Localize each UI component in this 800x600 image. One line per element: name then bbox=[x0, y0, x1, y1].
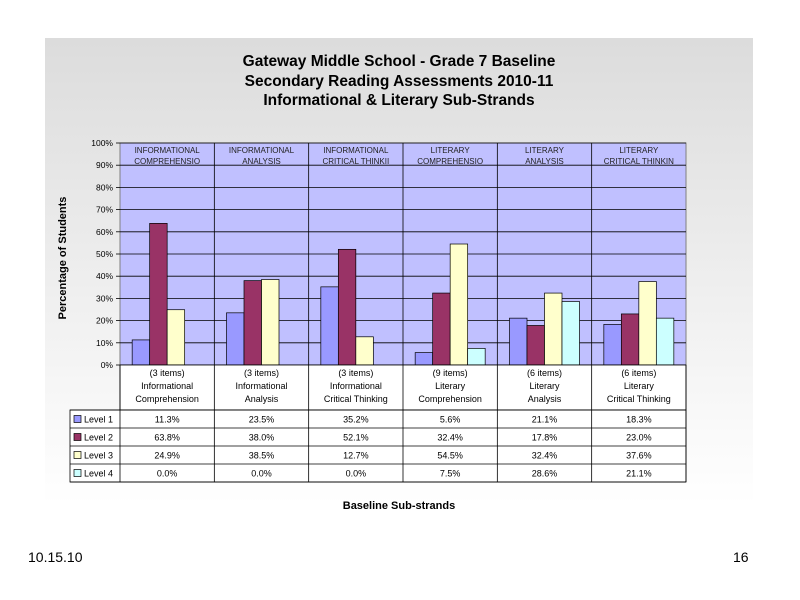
x-category-label: (3 items) bbox=[243, 368, 280, 378]
bar bbox=[510, 318, 528, 365]
bar bbox=[656, 318, 674, 365]
legend-key bbox=[74, 470, 81, 477]
bar bbox=[562, 302, 580, 365]
x-category-label: Critical Thinking bbox=[606, 394, 671, 404]
bar bbox=[132, 340, 150, 365]
y-tick-label: 100% bbox=[91, 138, 113, 148]
x-category-label: Comprehension bbox=[135, 394, 199, 404]
y-tick-label: 30% bbox=[95, 293, 113, 304]
data-label: 54.5% bbox=[437, 450, 463, 461]
data-label: 32.4% bbox=[531, 450, 558, 461]
x-category-label: Analysis bbox=[244, 394, 279, 404]
data-label: 38.0% bbox=[248, 432, 275, 443]
band-header-label: LITERARY bbox=[430, 146, 470, 155]
band-header-label: CRITICAL THINKII bbox=[322, 157, 390, 166]
bar bbox=[639, 282, 657, 365]
data-label: 23.5% bbox=[248, 414, 275, 425]
slide-date: 10.15.10 bbox=[28, 549, 83, 565]
legend-label: Level 2 bbox=[84, 432, 114, 443]
y-tick-label: 0% bbox=[100, 360, 113, 370]
legend-label: Level 1 bbox=[84, 414, 114, 425]
x-category-label: (6 items) bbox=[526, 368, 563, 378]
data-label: 17.8% bbox=[531, 432, 558, 443]
data-label: 35.2% bbox=[343, 414, 369, 425]
x-category-label: Literary bbox=[435, 381, 466, 391]
band-header-label: LITERARY bbox=[619, 146, 659, 155]
x-category-label: Analysis bbox=[527, 394, 562, 404]
bar bbox=[262, 280, 280, 365]
bar bbox=[527, 325, 545, 365]
data-label: 37.6% bbox=[626, 450, 652, 461]
bar bbox=[244, 281, 262, 365]
x-category-label: (3 items) bbox=[338, 368, 374, 378]
data-label: 28.6% bbox=[531, 468, 558, 479]
data-label: 11.3% bbox=[154, 414, 180, 425]
y-tick-label: 50% bbox=[95, 249, 113, 259]
data-label: 23.0% bbox=[626, 432, 652, 443]
data-label: 63.8% bbox=[154, 432, 180, 443]
band-header-label: ANALYSIS bbox=[525, 157, 564, 166]
legend-key bbox=[74, 416, 81, 423]
data-label: 7.5% bbox=[439, 468, 461, 479]
bar bbox=[356, 337, 374, 365]
x-category-label: Informational bbox=[235, 381, 288, 391]
data-label: 0.0% bbox=[251, 468, 272, 479]
bar bbox=[150, 223, 168, 365]
bar bbox=[338, 249, 356, 365]
data-label: 0.0% bbox=[156, 468, 178, 479]
bar bbox=[450, 244, 468, 365]
bar bbox=[227, 313, 245, 365]
x-category-label: (9 items) bbox=[432, 368, 468, 378]
bar bbox=[545, 293, 563, 365]
x-category-label: (3 items) bbox=[149, 368, 185, 378]
y-tick-label: 80% bbox=[95, 182, 113, 193]
band-header-label: ANALYSIS bbox=[242, 157, 281, 166]
data-label: 24.9% bbox=[154, 450, 180, 461]
data-label: 5.6% bbox=[439, 414, 461, 425]
band-header-label: CRITICAL THINKIN bbox=[603, 157, 674, 166]
bar bbox=[604, 324, 622, 365]
data-label: 38.5% bbox=[248, 450, 275, 461]
band-header-label: INFORMATIONAL bbox=[228, 146, 295, 155]
x-category-label: Informational bbox=[329, 381, 382, 391]
x-category-label: Literary bbox=[623, 381, 654, 391]
data-label: 21.1% bbox=[531, 414, 558, 425]
bar bbox=[415, 353, 433, 365]
chart-title-line-3: Informational & Literary Sub-Strands bbox=[263, 92, 535, 109]
y-axis-label: Percentage of Students bbox=[57, 196, 69, 320]
x-category-label: Literary bbox=[529, 381, 560, 391]
band-header-label: COMPREHENSIO bbox=[134, 157, 201, 166]
x-axis-label: Baseline Sub-strands bbox=[342, 500, 456, 512]
data-label: 32.4% bbox=[437, 432, 463, 443]
bar bbox=[621, 314, 639, 365]
y-tick-label: 10% bbox=[95, 337, 113, 348]
y-tick-label: 70% bbox=[95, 204, 113, 215]
bar bbox=[433, 293, 451, 365]
legend-key bbox=[74, 434, 81, 441]
data-label: 0.0% bbox=[345, 468, 367, 479]
x-category-label: Informational bbox=[141, 381, 194, 391]
data-label: 12.7% bbox=[343, 450, 369, 461]
y-tick-label: 90% bbox=[95, 160, 113, 171]
y-tick-label: 20% bbox=[95, 315, 113, 326]
legend-key bbox=[74, 452, 81, 459]
band-header-label: COMPREHENSIO bbox=[417, 157, 484, 166]
y-tick-label: 40% bbox=[95, 271, 113, 282]
band-header-label: INFORMATIONAL bbox=[323, 146, 389, 155]
legend-label: Level 4 bbox=[84, 468, 114, 479]
bar bbox=[468, 348, 486, 365]
data-label: 21.1% bbox=[626, 468, 652, 479]
chart-title-line-1: Gateway Middle School - Grade 7 Baseline bbox=[242, 53, 556, 70]
bar bbox=[321, 287, 339, 365]
x-category-label: Comprehension bbox=[418, 394, 482, 404]
bar bbox=[167, 310, 185, 365]
legend-label: Level 3 bbox=[84, 450, 114, 461]
data-label: 18.3% bbox=[626, 414, 652, 425]
band-header-label: LITERARY bbox=[525, 146, 564, 155]
slide-page-number: 16 bbox=[733, 549, 749, 565]
x-category-label: Critical Thinking bbox=[323, 394, 388, 404]
y-tick-label: 60% bbox=[95, 226, 113, 237]
x-category-label: (6 items) bbox=[621, 368, 657, 378]
data-label: 52.1% bbox=[343, 432, 369, 443]
band-header-label: INFORMATIONAL bbox=[134, 146, 200, 155]
chart-title-line-2: Secondary Reading Assessments 2010-11 bbox=[244, 72, 554, 90]
